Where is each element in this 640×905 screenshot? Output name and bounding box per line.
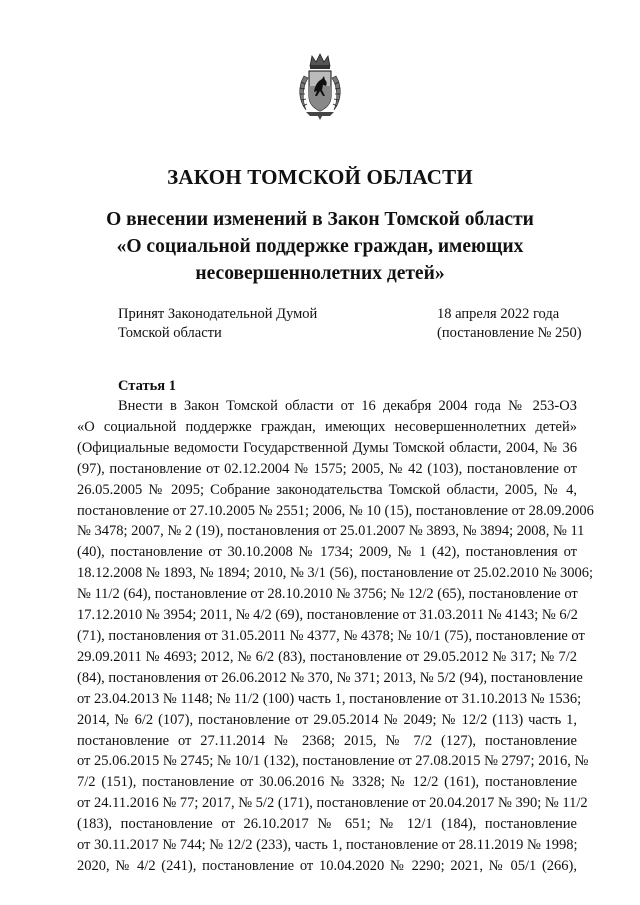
- body-line: 18.12.2008 № 1893, № 1894; 2010, № 3/1 (56), постановление от 25.02.2010 № 3006;: [77, 565, 594, 582]
- adoption-date: 18 апреля 2022 года: [437, 306, 560, 322]
- law-subject: [60, 206, 580, 287]
- body-line: 2014, № 6/2 (107), постановление от 29.05.2014 № 2049; № 12/2 (113) часть 1,: [77, 711, 577, 728]
- tomsk-oblast-coat-of-arms-icon: [296, 52, 344, 122]
- adoption-date-block: [437, 305, 582, 343]
- body-line: «О социальной поддержке граждан, имеющих несовершеннолетних детей»: [77, 418, 577, 435]
- adopted-by-block: [118, 305, 317, 343]
- body-line: 7/2 (151), постановление от 30.06.2016 № 3328; № 12/2 (161), постановление: [77, 774, 577, 791]
- body-line: 2020, № 4/2 (241), постановление от 10.04.2020 № 2290; 2021, № 05/1 (266),: [77, 857, 577, 874]
- body-line: от 25.06.2015 № 2745; № 10/1 (132), постановление от 27.08.2015 № 2797; 2016, №: [77, 753, 589, 770]
- adopted-by-line: Томской области: [118, 325, 222, 341]
- body-line: постановление от 27.11.2014 № 2368; 2015, № 7/2 (127), постановление: [77, 732, 577, 749]
- body-line: (97), постановление от 02.12.2004 № 1575; 2005, № 42 (103), постановление от: [77, 460, 577, 477]
- body-line: (71), постановления от 31.05.2011 № 4377, № 4378; № 10/1 (75), постановление от: [77, 627, 585, 644]
- article-heading: Статья 1: [118, 378, 176, 394]
- subject-line: «О социальной поддержке граждан, имеющих: [116, 236, 524, 257]
- body-line: постановление от 27.10.2005 № 2551; 2006, № 10 (15), постановление от 28.09.2006: [77, 502, 594, 519]
- article-body: [77, 396, 594, 877]
- body-line: № 3478; 2007, № 2 (19), постановления от 25.01.2007 № 3893, № 3894; 2008, № 11: [77, 523, 585, 540]
- body-line: от 24.11.2016 № 77; 2017, № 5/2 (171), постановление от 20.04.2017 № 390; № 11/2: [77, 795, 588, 812]
- coat-of-arms-emblem: [296, 52, 344, 122]
- body-line: № 11/2 (64), постановление от 28.10.2010 № 3756; № 12/2 (65), постановление от: [77, 586, 578, 603]
- adopted-by-line: Принят Законодательной Думой: [118, 306, 318, 322]
- body-line: от 30.11.2017 № 744; № 12/2 (233), часть 1, постановление от 28.11.2019 № 1998;: [77, 837, 578, 854]
- body-line: (183), постановление от 26.10.2017 № 651; № 12/1 (184), постановление: [77, 816, 577, 833]
- subject-line: несовершеннолетних детей»: [195, 263, 445, 284]
- body-line: (Официальные ведомости Государственной Думы Томской области, 2004, № 36: [77, 439, 577, 456]
- body-line: 17.12.2010 № 3954; 2011, № 4/2 (69), постановление от 31.03.2011 № 4143; № 6/2: [77, 607, 578, 624]
- body-line: 26.05.2005 № 2095; Собрание законодательства Томской области, 2005, № 4,: [77, 481, 577, 498]
- body-line: 29.09.2011 № 4693; 2012, № 6/2 (83), постановление от 29.05.2012 № 317; № 7/2: [77, 648, 577, 665]
- body-line: (84), постановления от 26.06.2012 № 370, № 371; 2013, № 5/2 (94), постановление: [77, 669, 583, 686]
- subject-line: О внесении изменений в Закон Томской области: [106, 209, 534, 230]
- law-title: ЗАКОН ТОМСКОЙ ОБЛАСТИ: [167, 165, 473, 189]
- body-line: Внести в Закон Томской области от 16 декабря 2004 года № 253-ОЗ: [118, 398, 577, 414]
- body-line: (40), постановление от 30.10.2008 № 1734; 2009, № 1 (42), постановления от: [77, 544, 577, 561]
- body-line: от 23.04.2013 № 1148; № 11/2 (100) часть 1, постановление от 31.10.2013 № 1536;: [77, 690, 582, 707]
- resolution-number: (постановление № 250): [437, 325, 582, 341]
